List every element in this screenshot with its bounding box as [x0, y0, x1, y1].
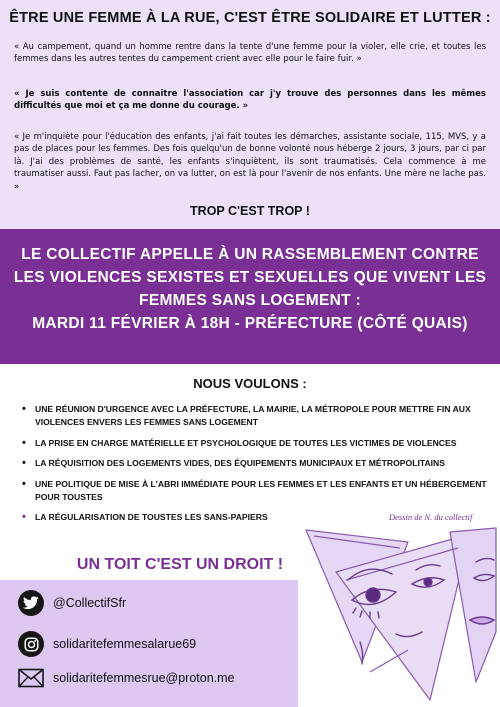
twitter-handle: @CollectifSfr	[53, 596, 127, 610]
instagram-handle: solidaritefemmesalarue69	[53, 637, 197, 651]
testimonies-title: ÊTRE UNE FEMME À LA RUE, C'EST ÊTRE SOLIDAIRE ET LUTTER :	[9, 10, 491, 26]
quote-association: « Je suis contente de connaitre l'association car j'y trouve des personnes dans les mêmes difficultés que moi et ça me donne du courage. »	[14, 89, 486, 112]
quote-education: « Je m'inquiète pour l'éducation des enfants, j'ai fait toutes les démarches, assistante sociale, 115, MVS, y a pas de places pour les femmes. Des fois quelqu'un de bonne volonté nous héberge 2 jours, 3 jours, par ci par là. J'ai des problèmes de santé, les enfants s'inquiètent, ils sont traumatisés. Cela commence à me traumatiser aussi. Faut pas lacher, on va lutter, on est là pour l'avenir de nos enfants. Une mère ne lache pas. »	[14, 132, 486, 192]
announcement-line-3: FEMMES SANS LOGEMENT :	[139, 292, 361, 309]
contact-twitter[interactable]	[18, 590, 126, 616]
triangle-faces-drawing	[300, 522, 500, 707]
demand-item: • UNE POLITIQUE DE MISE À L'ABRI IMMÉDIATE POUR LES FEMMES ET LES ENFANTS ET UN HÉBERGEMENT POUR TOUSTES	[22, 478, 492, 504]
announcement-line-4: MARDI 11 FÉVRIER À 18H - PRÉFECTURE (CÔTÉ QUAIS)	[32, 315, 468, 332]
contact-instagram[interactable]	[18, 631, 196, 657]
demand-item: • LA RÉQUISITION DES LOGEMENTS VIDES, DES ÉQUIPEMENTS MUNICIPAUX ET MÉTROPOLITAINS	[22, 457, 492, 470]
demand-item: • LA PRISE EN CHARGE MATÉRIELLE ET PSYCHOLOGIQUE DE TOUTES LES VICTIMES DE VIOLENCES	[22, 437, 492, 450]
envelope-icon	[18, 665, 44, 691]
announcement-banner	[0, 229, 500, 364]
demands-title: NOUS VOULONS :	[193, 376, 307, 391]
contact-email[interactable]	[18, 665, 235, 691]
instagram-icon	[18, 631, 44, 657]
demand-item: • UNE RÉUNION D'URGENCE AVEC LA PRÉFECTURE, LA MAIRIE, LA MÉTROPOLE POUR METTRE FIN AUX VIOLENCES ENVERS LES FEMMES SANS LOGEMENT	[22, 403, 492, 429]
drawing-credit: Dessin de N. du collectif	[389, 512, 473, 522]
announcement-line-1: LE COLLECTIF APPELLE À UN RASSEMBLEMENT CONTRE	[21, 246, 479, 263]
email-address: solidaritefemmesrue@proton.me	[53, 671, 235, 685]
testimonies-panel	[0, 0, 500, 229]
demand-item: • LA RÉGULARISATION DE TOUSTES LES SANS-PAPIERS	[22, 511, 492, 524]
announcement-line-2: LES VIOLENCES SEXISTES ET SEXUELLES QUE VIVENT LES	[13, 269, 487, 286]
quote-campement: « Au campement, quand un homme rentre dans la tente d'une femme pour la violer, elle crie, et toutes les femmes dans les autres tentes du campement crient avec elle pour le faire fuir. »	[14, 42, 486, 65]
slogan-trop: TROP C'EST TROP !	[190, 204, 310, 218]
slogan-toit: UN TOIT C'EST UN DROIT !	[76, 556, 284, 573]
twitter-icon	[18, 590, 44, 616]
